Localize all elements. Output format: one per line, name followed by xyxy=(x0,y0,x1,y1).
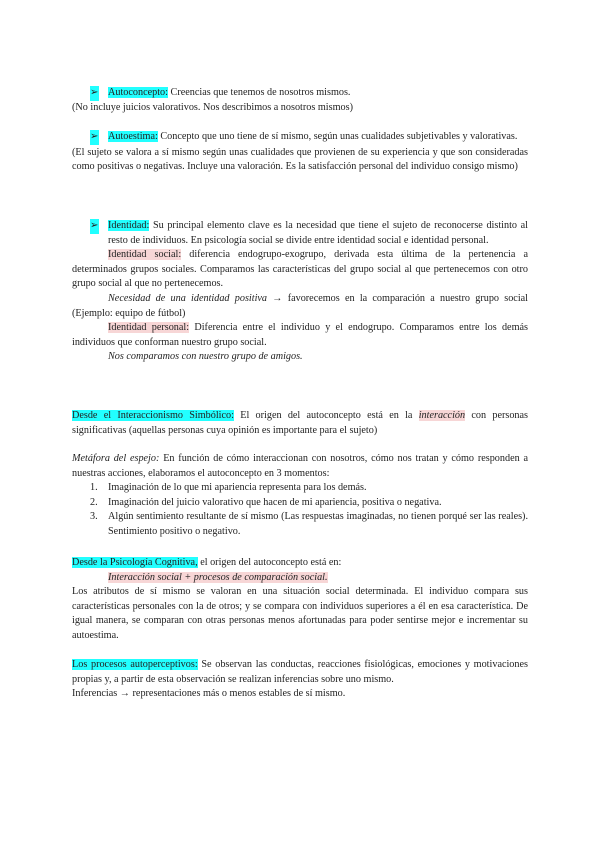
cognitiva-italic: Interacción social + procesos de comparación social. xyxy=(108,571,328,583)
identidad-necesidad xyxy=(72,292,528,321)
autoperceptivos-text: Se observan las conductas, reacciones fisiológicas, emociones y motivaciones propias y, a partir de esta observación se realizan inferencias sobre uno mismo. xyxy=(72,659,528,685)
autoperceptivos-section xyxy=(72,658,528,702)
autoestima-text: Concepto que uno tiene de sí mismo, según unas cualidades subjetivables y valorativas. xyxy=(157,131,518,142)
metafora-paragraph xyxy=(72,452,528,481)
list-number: 3. xyxy=(90,511,98,523)
metafora-section xyxy=(72,452,528,540)
arrow-bullet-icon: ➢ xyxy=(90,130,99,145)
necesidad-italic: Necesidad de una identidad positiva xyxy=(108,292,268,304)
identidad-personal-text: Diferencia entre el individuo y el endogrupo. Comparamos entre los demás individuos que conforman nuestro grupo social. xyxy=(72,322,528,348)
list-item-text: Algún sentimiento resultante de sí mismo (Las respuestas imaginadas, no tienen porqué ser las reales). Sentimiento positivo o negativo. xyxy=(108,511,528,537)
identidad-social-text: diferencia endogrupo-exogrupo, derivada esta última de la pertenencia a determinados grupos sociales. Comparamos las características del grupo social al que pertenecemos con otro grupo social al que no pertenecemos. xyxy=(72,249,528,290)
autoconcepto-term: Autoconcepto: xyxy=(108,87,168,98)
metafora-italic: Metáfora del espejo: xyxy=(72,453,160,464)
cognitiva-term: Desde la Psicología Cognitiva, xyxy=(72,557,198,568)
list-number: 1. xyxy=(90,482,98,494)
interaccionismo-section xyxy=(72,409,528,438)
cognitiva-text: el origen del autoconcepto está en: xyxy=(197,557,342,568)
autoconcepto-bullet xyxy=(72,86,528,101)
interaccionismo-text1: El origen del autoconcepto está en la xyxy=(233,410,419,421)
interaccionismo-term: Desde el Interaccionismo Simbólico: xyxy=(72,410,234,421)
autoperceptivos-paragraph xyxy=(72,658,528,687)
list-item xyxy=(72,481,528,496)
cognitiva-italic-line xyxy=(72,571,528,586)
identidad-personal xyxy=(72,321,528,350)
autoconcepto-section xyxy=(72,86,528,115)
cognitiva-section xyxy=(72,556,528,644)
identidad-personal-term: Identidad personal: xyxy=(108,322,190,334)
cognitiva-paragraph: Los atributos de sí mismo se valoran en una situación social determinada. El individuo compara sus características personales con la de otros; y se compara con individuos superiores a él en esa característica. De igual manera, se comparan con otras personas menos afortunadas para poder sentirse mejor e incrementar su autoestima. xyxy=(72,586,528,641)
list-item-text: Imaginación del juicio valorativo que hacen de mi apariencia, positiva o negativa. xyxy=(108,496,442,508)
identidad-social xyxy=(72,248,528,292)
list-item xyxy=(72,496,528,511)
autoestima-term: Autoestima: xyxy=(108,131,158,142)
identidad-text: Su principal elemento clave es la necesidad que tiene el sujeto de reconocerse distinto al resto de individuos. En psicología social se divide entre identidad social e identidad personal. xyxy=(108,220,528,246)
identidad-bullet xyxy=(72,219,528,248)
list-item xyxy=(72,510,528,539)
interaccion-italic: interacción xyxy=(418,410,466,421)
metafora-list xyxy=(72,481,528,539)
list-item-text: Imaginación de lo que mi apariencia representa para los demás. xyxy=(108,482,367,494)
inferencias-line: Inferencias → representaciones más o menos estables de sí mismo. xyxy=(72,688,346,700)
metafora-text: En función de cómo interaccionan con nosotros, cómo nos tratan y cómo responden a nuestras acciones, elaboramos el autoconcepto en 3 momentos: xyxy=(72,453,529,479)
comparamos-amigos: Nos comparamos con nuestro grupo de amigos. xyxy=(108,351,303,363)
cognitiva-heading xyxy=(72,556,528,571)
autoestima-section xyxy=(72,130,528,175)
autoconcepto-text: Creencias que tenemos de nosotros mismos. xyxy=(167,87,351,98)
necesidad-text: → favorecemos en la comparación a nuestro grupo social (Ejemplo: equipo de fútbol) xyxy=(72,292,528,319)
arrow-bullet-icon: ➢ xyxy=(90,86,99,101)
interaccionismo-paragraph xyxy=(72,409,528,438)
autoperceptivos-term: Los procesos autoperceptivos: xyxy=(72,659,198,670)
interaccionismo-text2: con personas significativas (aquellas personas cuya opinión es importante para el sujeto) xyxy=(72,410,528,436)
autoestima-bullet xyxy=(72,130,528,145)
autoestima-note: (El sujeto se valora a sí mismo según unas cualidades que provienen de su experiencia y que son consideradas como positivas o negativas. Incluye una valoración. Es la satisfacción personal del individuo consigo mismo) xyxy=(72,146,528,173)
identidad-section xyxy=(72,219,528,365)
identidad-term: Identidad: xyxy=(108,220,150,231)
identidad-social-term: Identidad social: xyxy=(108,249,182,261)
autoconcepto-note: (No incluye juicios valorativos. Nos describimos a nosotros mismos) xyxy=(72,101,353,113)
arrow-bullet-icon: ➢ xyxy=(90,219,99,234)
list-number: 2. xyxy=(90,496,98,508)
